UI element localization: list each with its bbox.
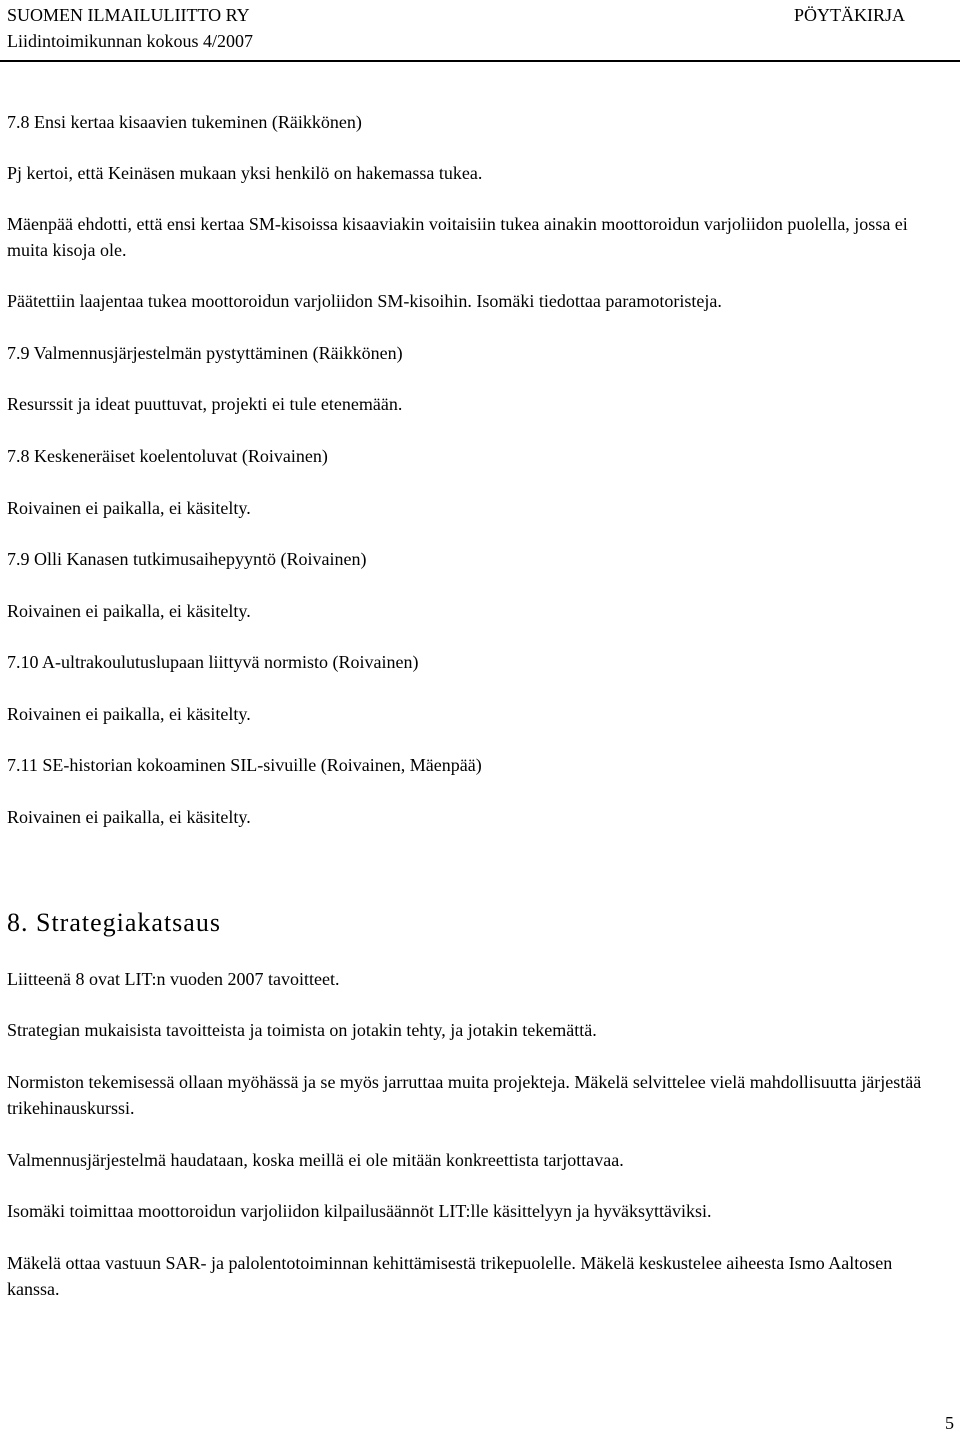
- paragraph: Liitteenä 8 ovat LIT:n vuoden 2007 tavoitteet.: [7, 969, 340, 989]
- section-title: 7.10 A-ultrakoulutuslupaan liittyvä normisto (Roivainen): [7, 652, 419, 672]
- paragraph: Roivainen ei paikalla, ei käsitelty.: [7, 704, 251, 724]
- paragraph: Isomäki toimittaa moottoroidun varjoliidon kilpailusäännöt LIT:lle käsittelyyn ja hyväksyttäviksi.: [7, 1201, 712, 1221]
- paragraph: Valmennusjärjestelmä haudataan, koska meillä ei ole mitään konkreettista tarjottavaa.: [7, 1150, 624, 1170]
- paragraph: Resurssit ja ideat puuttuvat, projekti ei tule etenemään.: [7, 394, 403, 414]
- section-title: 7.9 Valmennusjärjestelmän pystyttäminen (Räikkönen): [7, 343, 403, 363]
- paragraph: Päätettiin laajentaa tukea moottoroidun varjoliidon SM-kisoihin. Isomäki tiedottaa paramotoristeja.: [7, 291, 722, 311]
- header-row-top: [7, 2, 953, 28]
- paragraph: Mäkelä ottaa vastuun SAR- ja palolentotoiminnan kehittämisestä trikepuolelle. Mäkelä keskustelee aiheesta Ismo Aaltosen kanssa.: [7, 1253, 893, 1299]
- section-title: 7.11 SE-historian kokoaminen SIL-sivuille (Roivainen, Mäenpää): [7, 755, 482, 775]
- header-divider: [0, 60, 960, 62]
- paragraph: Roivainen ei paikalla, ei käsitelty.: [7, 601, 251, 621]
- paragraph: Roivainen ei paikalla, ei käsitelty.: [7, 498, 251, 518]
- paragraph: Roivainen ei paikalla, ei käsitelty.: [7, 807, 251, 827]
- section-title: 7.9 Olli Kanasen tutkimusaihepyyntö (Roivainen): [7, 549, 367, 569]
- page-number: 5: [945, 1413, 954, 1433]
- section-heading: 8. Strategiakatsaus: [7, 908, 221, 937]
- paragraph: Mäenpää ehdotti, että ensi kertaa SM-kisoissa kisaaviakin voitaisiin tukea ainakin moottoroidun varjoliidon puolella, jossa ei muita kisoja ole.: [7, 214, 908, 260]
- paragraph: Normiston tekemisessä ollaan myöhässä ja se myös jarruttaa muita projekteja. Mäkelä selvittelee vielä mahdollisuutta järjestää trikehinauskurssi.: [7, 1072, 922, 1118]
- paragraph: Strategian mukaisista tavoitteista ja toimista on jotakin tehty, ja jotakin tekemättä.: [7, 1020, 597, 1040]
- section-title: 7.8 Ensi kertaa kisaavien tukeminen (Räikkönen): [7, 112, 362, 132]
- organization-name: SUOMEN ILMAILULIITTO RY: [7, 5, 250, 25]
- paragraph: Pj kertoi, että Keinäsen mukaan yksi henkilö on hakemassa tukea.: [7, 163, 483, 183]
- section-title: 7.8 Keskeneräiset koelentoluvat (Roivainen): [7, 446, 328, 466]
- document-type: PÖYTÄKIRJA: [793, 5, 905, 25]
- page-header: [7, 2, 953, 54]
- meeting-title: Liidintoimikunnan kokous 4/2007: [7, 31, 253, 51]
